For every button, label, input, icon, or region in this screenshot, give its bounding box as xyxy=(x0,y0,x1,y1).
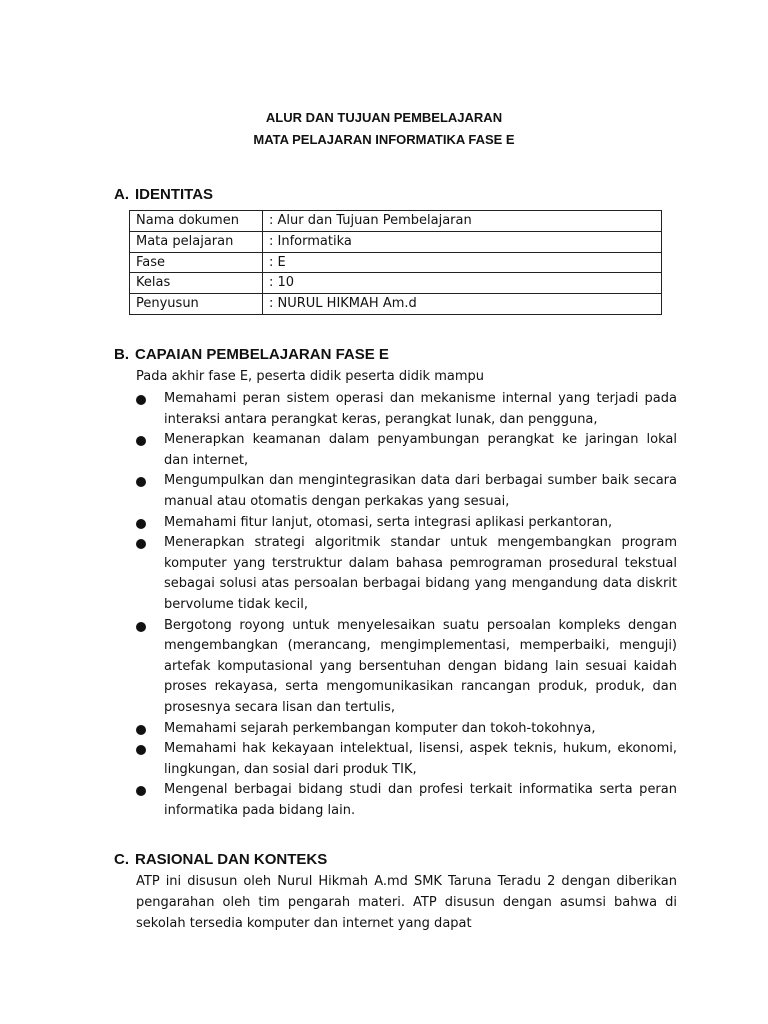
list-item xyxy=(136,389,677,430)
list-item xyxy=(136,513,677,534)
identity-value: : Alur dan Tujuan Pembelajaran xyxy=(263,211,662,232)
bullet-icon xyxy=(136,725,146,735)
section-c-letter: C. xyxy=(114,851,129,868)
table-row xyxy=(130,211,662,232)
bullet-icon xyxy=(136,436,146,446)
list-item-text: Memahami peran sistem operasi dan mekanisme internal yang terjadi pada interaksi antara perangkat keras, perangkat lunak, dan pengguna, xyxy=(164,391,677,427)
section-a-letter: A. xyxy=(114,186,129,203)
list-item-text: Memahami hak kekayaan intelektual, lisensi, aspek teknis, hukum, ekonomi, lingkungan, dan sosial dari produk TIK, xyxy=(164,741,677,777)
section-c-title: RASIONAL DAN KONTEKS xyxy=(135,851,328,868)
section-b-title: CAPAIAN PEMBELAJARAN FASE E xyxy=(135,346,389,363)
bullet-icon xyxy=(136,786,146,796)
section-a-title: IDENTITAS xyxy=(135,186,214,203)
bullet-icon xyxy=(136,477,146,487)
list-item xyxy=(136,430,677,471)
identity-value: : Informatika xyxy=(263,231,662,252)
identity-label: Nama dokumen xyxy=(130,211,263,232)
list-item-text: Mengumpulkan dan mengintegrasikan data dari berbagai sumber baik secara manual atau otomatis dengan perkakas yang sesuai, xyxy=(164,473,677,509)
list-item xyxy=(136,616,677,719)
list-item xyxy=(136,780,677,821)
identity-value: : 10 xyxy=(263,273,662,294)
list-item-text: Menerapkan strategi algoritmik standar untuk mengembangkan program komputer yang terstruktur dalam bahasa pemrograman prosedural tekstual sebagai solusi atas persoalan berbagai bidang yang mengandung data diskrit bervolume tidak kecil, xyxy=(164,535,677,612)
section-b-heading xyxy=(114,346,389,363)
section-a-heading xyxy=(114,186,213,203)
list-item-text: Menerapkan keamanan dalam penyambungan perangkat ke jaringan lokal dan internet, xyxy=(164,432,677,468)
list-item xyxy=(136,533,677,615)
bullet-icon xyxy=(136,745,146,755)
identity-label: Fase xyxy=(130,252,263,273)
list-item xyxy=(136,471,677,512)
identity-value: : E xyxy=(263,252,662,273)
document-title-line2: MATA PELAJARAN INFORMATIKA FASE E xyxy=(253,132,515,147)
identity-label: Penyusun xyxy=(130,294,263,315)
identity-table xyxy=(129,210,662,315)
section-c-heading xyxy=(114,851,327,868)
bullet-icon xyxy=(136,519,146,529)
bullet-icon xyxy=(136,395,146,405)
bullet-icon xyxy=(136,539,146,549)
section-c-paragraph: ATP ini disusun oleh Nurul Hikmah A.md SMK Taruna Teradu 2 dengan diberikan pengarahan oleh tim pengarah materi. ATP disusun dengan asumsi bahwa di sekolah tersedia komputer dan internet yang dapat xyxy=(136,874,677,931)
list-item-text: Mengenal berbagai bidang studi dan profesi terkait informatika serta peran informatika pada bidang lain. xyxy=(164,782,677,818)
table-row xyxy=(130,231,662,252)
section-b-letter: B. xyxy=(114,346,129,363)
learning-outcomes-list xyxy=(136,389,677,821)
identity-label: Kelas xyxy=(130,273,263,294)
table-row xyxy=(130,273,662,294)
list-item xyxy=(136,719,677,740)
section-b-intro: Pada akhir fase E, peserta didik peserta didik mampu xyxy=(136,369,485,384)
list-item xyxy=(136,739,677,780)
document-title-line1: ALUR DAN TUJUAN PEMBELAJARAN xyxy=(265,110,503,125)
identity-value: : NURUL HIKMAH Am.d xyxy=(263,294,662,315)
list-item-text: Bergotong royong untuk menyelesaikan suatu persoalan kompleks dengan mengembangkan (merancang, mengimplementasi, memperbaiki, menguji) artefak komputasional yang bersentuhan dengan bidang lain sesuai kaidah proses rekayasa, serta mengomunikasikan rancangan produk, produk, dan prosesnya secara lisan dan tertulis, xyxy=(164,617,677,715)
table-row xyxy=(130,252,662,273)
list-item-text: Memahami sejarah perkembangan komputer dan tokoh-tokohnya, xyxy=(164,720,596,736)
list-item-text: Memahami fitur lanjut, otomasi, serta integrasi aplikasi perkantoran, xyxy=(164,514,613,530)
table-row xyxy=(130,294,662,315)
bullet-icon xyxy=(136,622,146,632)
identity-label: Mata pelajaran xyxy=(130,231,263,252)
